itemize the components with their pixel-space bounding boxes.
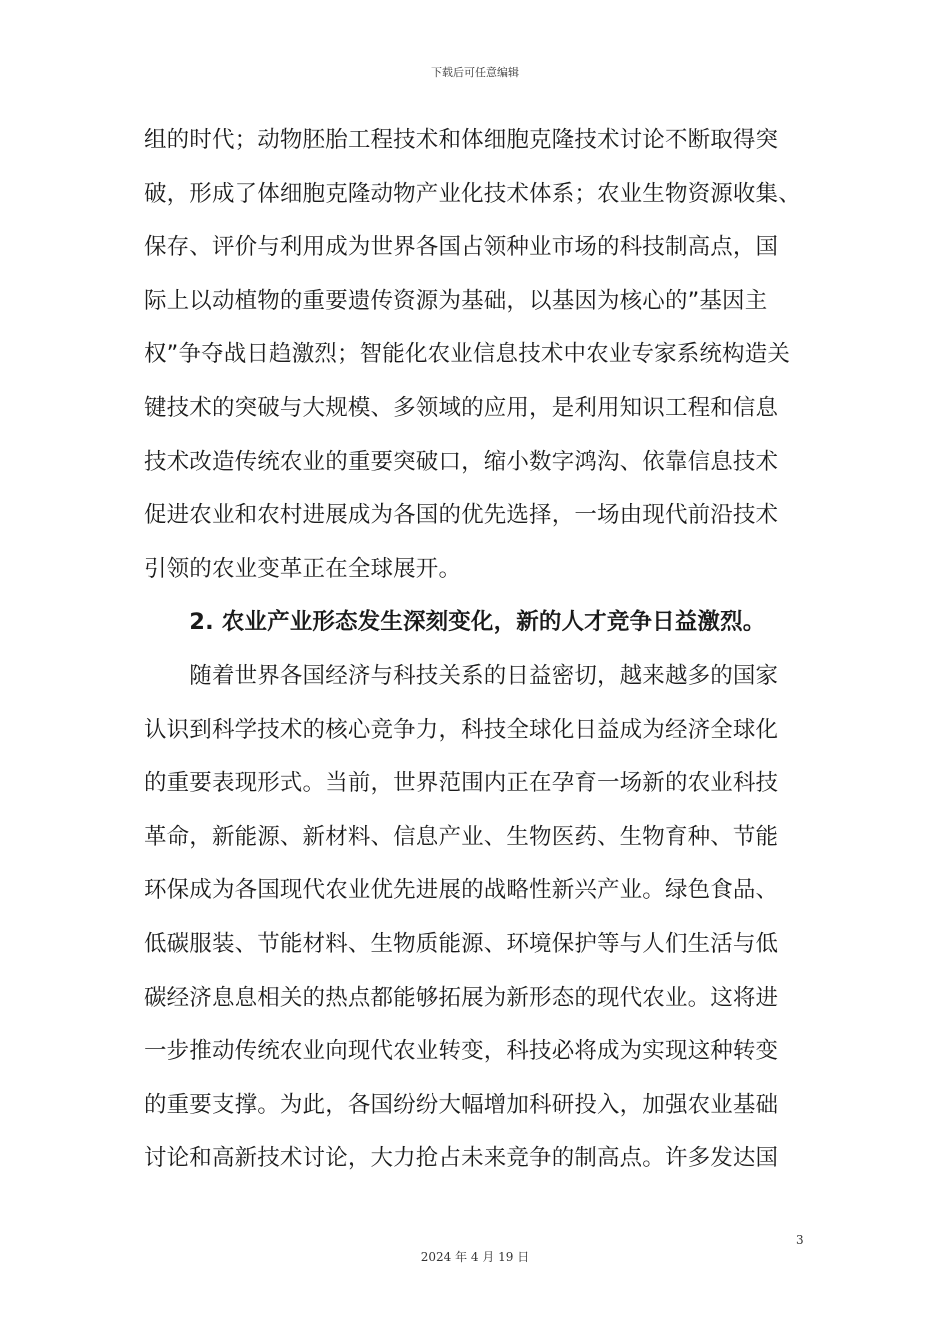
- text-line: 环保成为各国现代农业优先进展的战略性新兴产业。绿色食品、: [144, 877, 779, 904]
- text-line: 键技术的突破与大规模、多领域的应用，是利用知识工程和信息: [144, 394, 779, 421]
- text-line: 认识到科学技术的核心竞争力，科技全球化日益成为经济全球化: [144, 716, 779, 743]
- text-line: 一步推动传统农业向现代农业转变，科技必将成为实现这种转变: [144, 1038, 779, 1065]
- text-line: 保存、评价与利用成为世界各国占领种业市场的科技制高点，国: [144, 234, 779, 261]
- text-line: 碳经济息息相关的热点都能够拓展为新形态的现代农业。这将进: [144, 984, 779, 1011]
- text-line: 技术改造传统农业的重要突破口，缩小数字鸿沟、依靠信息技术: [144, 448, 779, 475]
- text-line: 组的时代；动物胚胎工程技术和体细胞克隆技术讨论不断取得突: [144, 127, 779, 153]
- section-heading: 2. 农业产业形态发生深刻变化，新的人才竞争日益激烈。: [144, 609, 766, 636]
- page-header: 下载后可任意编辑: [431, 66, 519, 79]
- text-line: 低碳服装、节能材料、生物质能源、环境保护等与人们生活与低: [144, 930, 779, 957]
- text-line: 随着世界各国经济与科技关系的日益密切，越来越多的国家: [144, 662, 779, 689]
- text-line: 的重要支撑。为此，各国纷纷大幅增加科研投入，加强农业基础: [144, 1091, 779, 1118]
- text-line: 际上以动植物的重要遗传资源为基础，以基因为核心的”基因主: [144, 287, 768, 314]
- text-line: 的重要表现形式。当前，世界范围内正在孕育一场新的农业科技: [144, 770, 779, 797]
- page-number: 3: [796, 1233, 804, 1247]
- text-line: 促进农业和农村进展成为各国的优先选择，一场由现代前沿技术: [144, 502, 779, 529]
- text-line: 引领的农业变革正在全球展开。: [144, 555, 462, 582]
- body-text: [144, 118, 812, 1190]
- text-line: 权”争夺战日趋激烈；智能化农业信息技术中农业专家系统构造关: [144, 341, 791, 368]
- text-line: 破，形成了体细胞克隆动物产业化技术体系；农业生物资源收集、: [144, 180, 801, 207]
- text-line: 讨论和高新技术讨论，大力抢占未来竞争的制高点。许多发达国: [144, 1145, 779, 1172]
- footer-date: 2024 年 4 月 19 日: [420, 1250, 530, 1264]
- text-line: 革命，新能源、新材料、信息产业、生物医药、生物育种、节能: [144, 823, 779, 850]
